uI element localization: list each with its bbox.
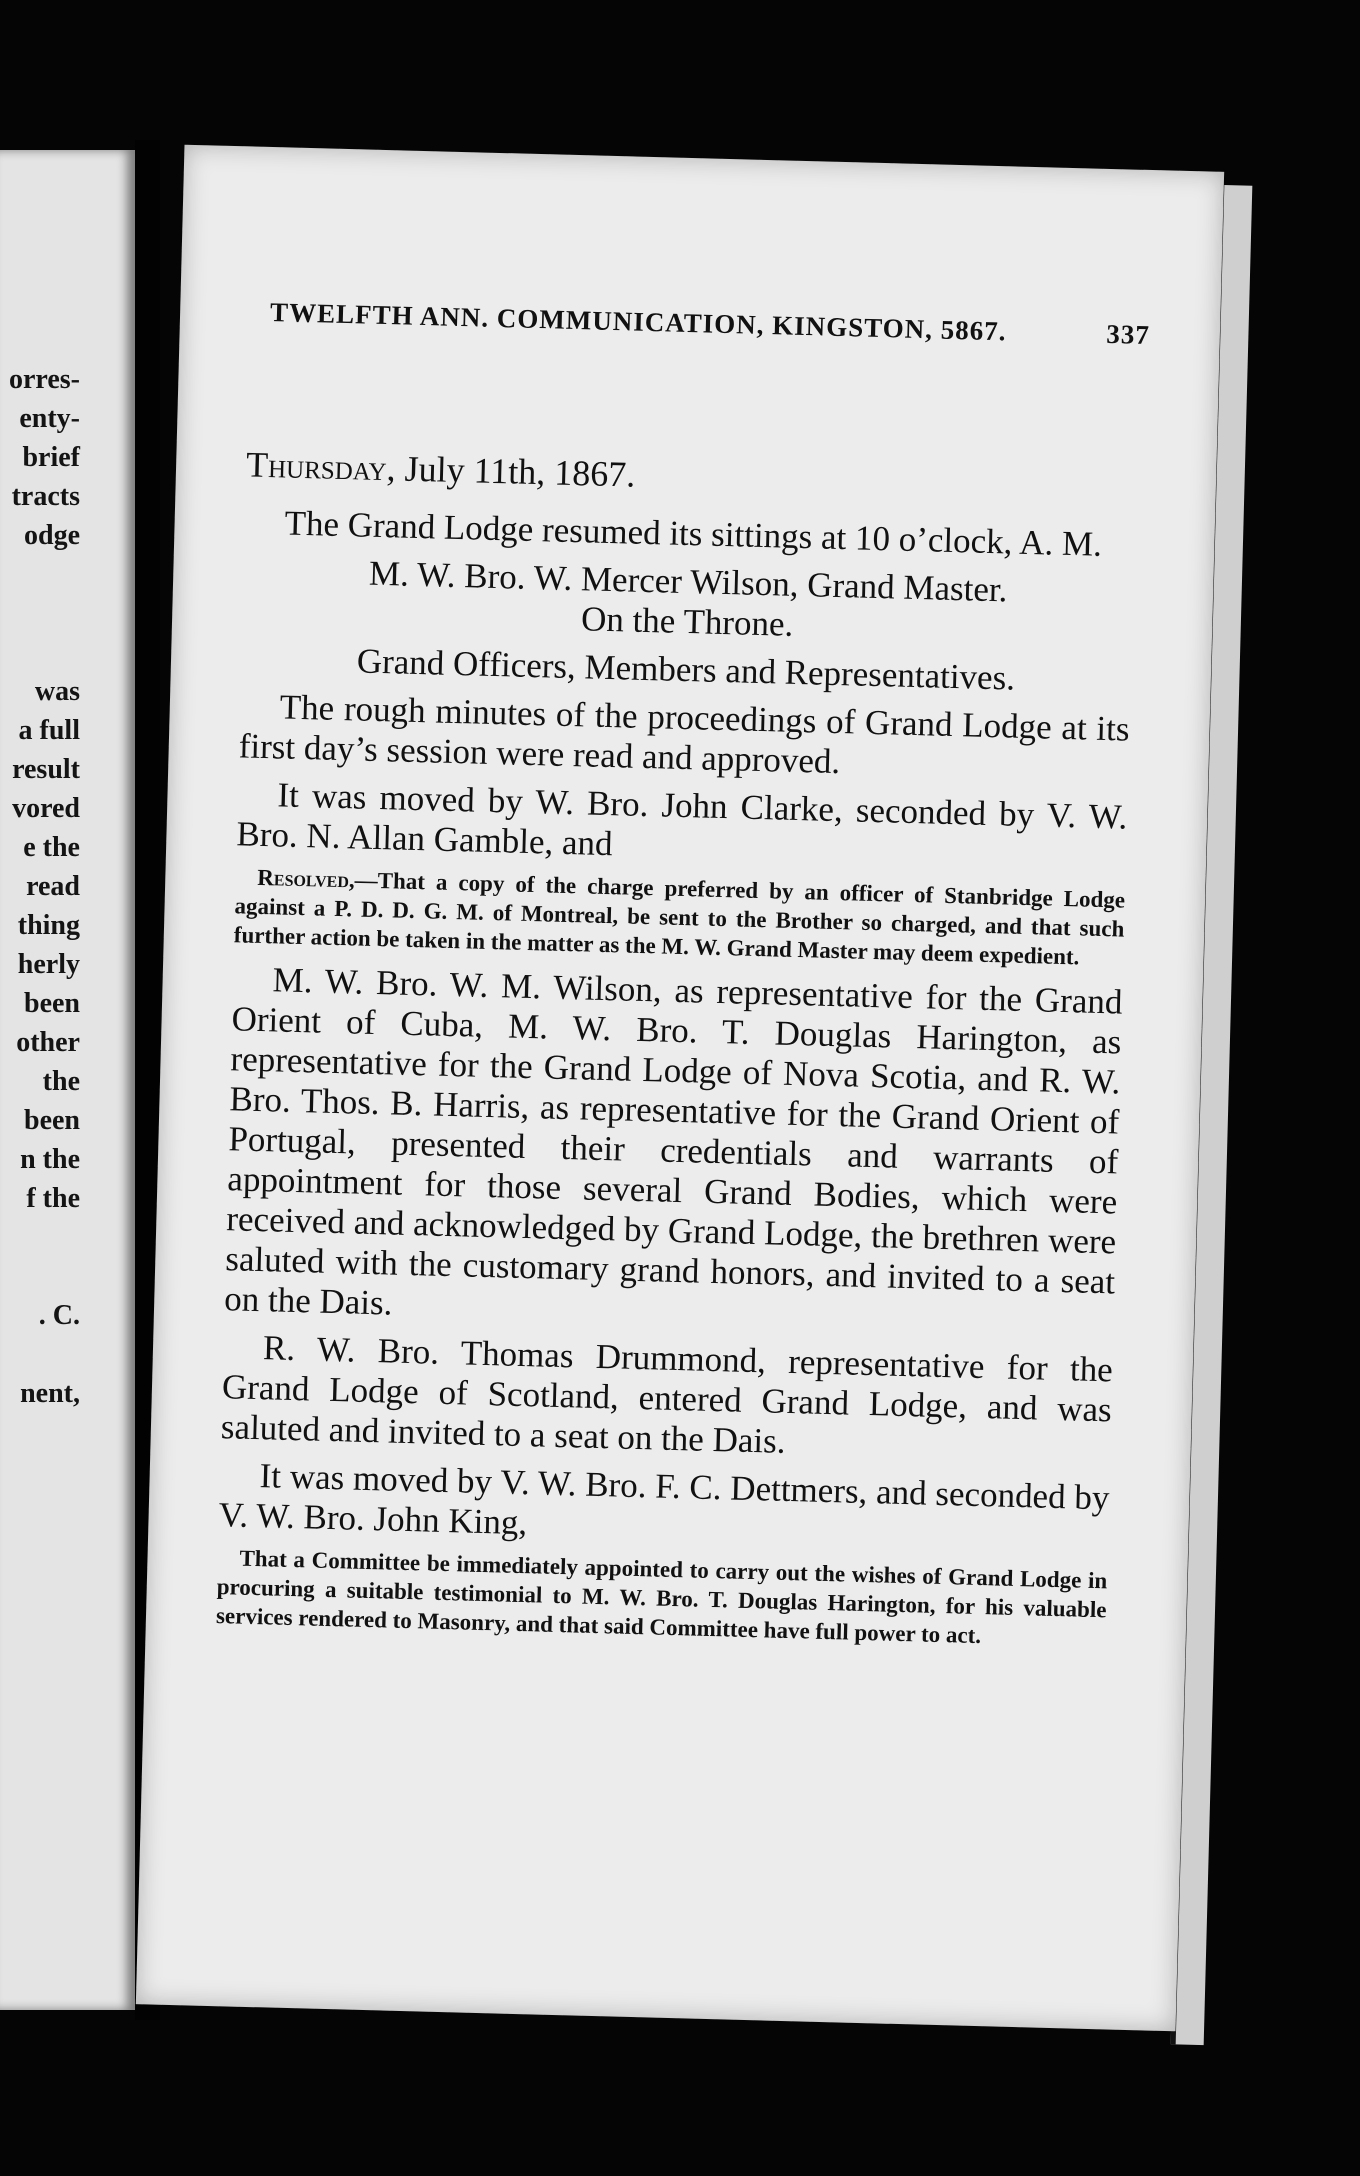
facing-line: been <box>24 988 80 1019</box>
facing-line: result <box>12 754 80 785</box>
facing-page-text <box>0 360 80 1413</box>
paragraph-grand-master: M. W. Bro. W. Mercer Wilson, Grand Master. <box>368 553 1008 610</box>
header-title: TWELFTH ANN. COMMUNICATION, KINGSTON, 5867. <box>269 297 1007 347</box>
facing-line: vored <box>12 793 80 824</box>
facing-line: f the <box>26 1183 80 1214</box>
document-page <box>136 145 1224 2032</box>
paragraph-officers: Grand Officers, Members and Representatives. <box>356 641 1016 698</box>
paragraph-drummond: R. W. Bro. Thomas Drummond, representative for the Grand Lodge of Scotland, entered Grand Lodge, and was saluted and invited to a seat on the Dais. <box>220 1328 1114 1461</box>
facing-line: other <box>16 1027 80 1058</box>
facing-line: enty- <box>19 403 80 434</box>
dateline <box>246 444 1137 507</box>
facing-line: read <box>26 871 80 902</box>
running-header <box>270 297 1151 351</box>
paragraph-resumed: The Grand Lodge resumed its sittings at 10 o’clock, A. M. <box>284 503 1103 564</box>
facing-line: nent, <box>20 1378 80 1409</box>
resolved-label: Resolved, <box>257 864 356 893</box>
facing-line <box>0 633 80 672</box>
paragraph-minutes: The rough minutes of the proceedings of Grand Lodge at its first day’s session were read and approved. <box>238 687 1131 782</box>
facing-line: thing <box>17 910 80 941</box>
facing-line: n the <box>20 1144 80 1175</box>
facing-line <box>0 1218 80 1257</box>
facing-line: been <box>24 1105 80 1136</box>
date-rest: July 11th, 1867. <box>395 448 636 495</box>
facing-page <box>0 150 135 2010</box>
page-body <box>215 444 1136 1663</box>
facing-line <box>0 1257 80 1296</box>
facing-line: . C. <box>38 1300 80 1331</box>
resolution-testimonial: That a Committee be immediately appointed to carry out the wishes of Grand Lodge in procuring a suitable testimonial to M. W. Bro. T. Douglas Harington, for his valuable services rendered to Masonry, and that said Committee have full power to act. <box>215 1545 1108 1649</box>
facing-line <box>0 1335 80 1374</box>
facing-line <box>0 555 80 594</box>
resolution-stanbridge <box>233 862 1125 972</box>
facing-line: was <box>34 676 80 707</box>
facing-line: herly <box>17 949 80 980</box>
facing-line: e the <box>23 832 80 863</box>
facing-line: brief <box>22 442 80 473</box>
facing-line: a full <box>18 715 80 746</box>
page-number: 337 <box>1105 318 1151 351</box>
paragraph-motion-clarke: It was moved by W. Bro. John Clarke, seconded by V. W. Bro. N. Allan Gamble, and <box>235 775 1128 864</box>
facing-line: tracts <box>11 481 80 512</box>
facing-line: the <box>42 1066 80 1097</box>
paragraph-motion-dettmers: It was moved by V. W. Bro. F. C. Dettmers, and seconded by V. W. Bro. John King, <box>218 1456 1110 1543</box>
paragraph-throne: On the Throne. <box>580 599 794 644</box>
date-day: Thursday, <box>245 444 397 489</box>
facing-line: orres- <box>9 364 80 395</box>
facing-line <box>0 594 80 633</box>
facing-line: odge <box>24 520 80 551</box>
resolved-text: —That a copy of the charge preferred by an officer of Stanbridge Lodge against a P. D. D. G. M. of Montreal, be sent to the Brother so charged, and that such further action be taken in the matter as the M. W. Grand Master may deem expedient. <box>233 867 1126 970</box>
paragraph-representatives: M. W. Bro. W. M. Wilson, as representative for the Grand Orient of Cuba, M. W. Bro. T. Douglas Harington, as representative for the Grand Lodge of Nova Scotia, and R. W. Bro. Thos. B. Harris, as representative for the Grand Orient of Portugal, presented their credentials and warrants of appointment for those several Grand Bodies, which were received and acknowledged by Grand Lodge, the brethren were saluted with the customary grand honors, and invited to a seat on the Dais. <box>223 960 1123 1323</box>
